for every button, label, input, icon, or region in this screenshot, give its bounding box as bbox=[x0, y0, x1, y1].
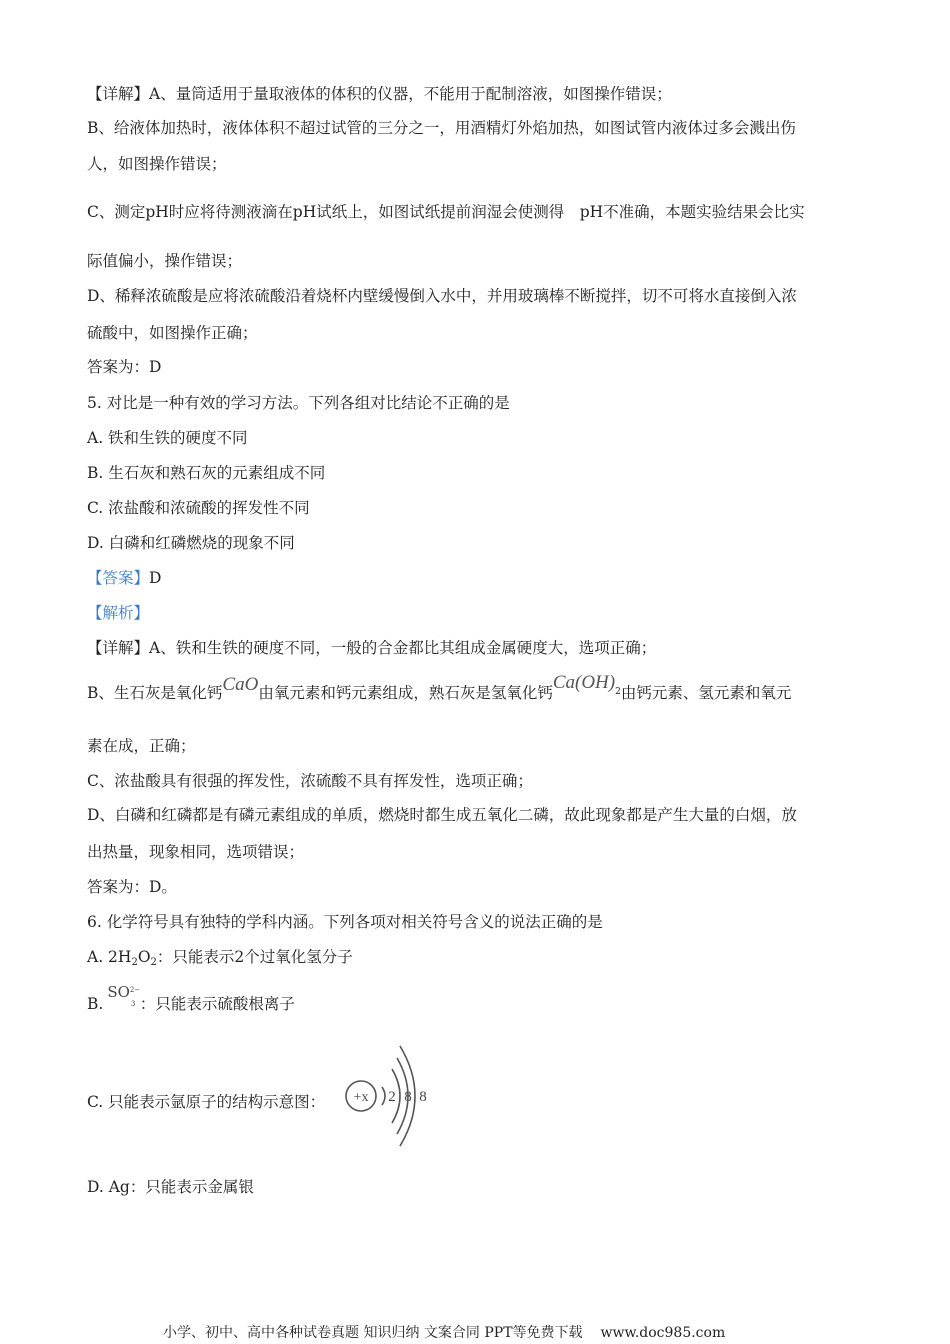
q5-option-a: A. 铁和生铁的硬度不同 bbox=[87, 429, 248, 447]
detail-line-2: B、给液体加热时，液体体积不超过试管的三分之一，用酒精灯外焰加热，如图试管内液体过多会溅出伤 bbox=[87, 119, 796, 137]
detail-tag: 【详解】 bbox=[87, 639, 150, 657]
formula-cao: CaO bbox=[222, 674, 259, 695]
answer-value: D bbox=[149, 569, 162, 587]
q5-option-b: B. 生石灰和熟石灰的元素组成不同 bbox=[87, 464, 326, 482]
formula-caoh2: Ca(OH) bbox=[552, 672, 616, 693]
shell-2-electrons: 8 bbox=[404, 1089, 412, 1105]
detail-line-7: 硫酸中，如图操作正确； bbox=[87, 324, 258, 342]
footer-text: 小学、初中、高中各种试卷真题 知识归纳 文案合同 PPT等免费下载 bbox=[163, 1325, 583, 1341]
detail-line-3: 人，如图操作错误； bbox=[87, 155, 227, 173]
q5-detail-b-cont: 素在成，正确； bbox=[87, 737, 196, 755]
detail-line-5: 际值偏小，操作错误； bbox=[87, 252, 243, 270]
q5-option-c: C. 浓盐酸和浓硫酸的挥发性不同 bbox=[87, 499, 310, 517]
q5-option-d: D. 白磷和红磷燃烧的现象不同 bbox=[87, 534, 295, 552]
nucleus-charge: +x bbox=[353, 1090, 369, 1105]
q5-detail-d-1: D、白磷和红磷都是有磷元素组成的单质，燃烧时都生成五氧化二磷，故此现象都是产生大量的白烟，放 bbox=[87, 806, 797, 824]
shell-3-electrons: 8 bbox=[419, 1089, 427, 1105]
q5-detail-d-2: 出热量，现象相同，选项错误； bbox=[87, 843, 305, 861]
q6-option-b: B.SO 2− 3 ：只能表示硫酸根离子 bbox=[87, 983, 295, 1013]
q6-option-d: D. Ag：只能表示金属银 bbox=[87, 1178, 254, 1196]
footer-link[interactable]: www.doc985.com bbox=[600, 1325, 726, 1341]
q5-analysis-tag: 【解析】 bbox=[87, 604, 150, 622]
sulfite-ion: SO 2− 3 bbox=[107, 983, 141, 1008]
q5-final-answer: 答案为：D。 bbox=[87, 878, 177, 896]
atom-structure-icon bbox=[340, 1040, 440, 1152]
argon-atom-diagram bbox=[340, 1040, 440, 1152]
shell-1-electrons: 2 bbox=[388, 1089, 396, 1105]
detail-line-6: D、稀释浓硫酸是应将浓硫酸沿着烧杯内壁缓慢倒入水中，并用玻璃棒不断搅拌，切不可将水直接倒入浓 bbox=[87, 287, 797, 305]
detail-line-4: C、测定pH时应将待测液滴在pH试纸上，如图试纸提前润湿会使测得 pH不准确，本题实验结果会比实 bbox=[87, 203, 805, 221]
q5-answer bbox=[87, 568, 161, 588]
q5-detail-b: B、生石灰是氧化钙CaO由氧元素和钙元素组成，熟石灰是氢氧化钙$Ca(OH)_2$由钙元素、氢元素和氧元 bbox=[87, 672, 792, 702]
q5-detail-a: 【详解】A、铁和生铁的硬度不同，一般的合金都比其组成金属硬度大，选项正确； bbox=[87, 639, 657, 657]
q6-option-c: C. 只能表示氩原子的结构示意图： bbox=[87, 1093, 326, 1111]
answer-line: 答案为：D bbox=[87, 358, 162, 376]
detail-line-1: 【详解】A、量筒适用于量取液体的体积的仪器，不能用于配制溶液，如图操作错误； bbox=[87, 85, 672, 103]
page-footer bbox=[163, 1322, 725, 1342]
detail-tag: 【详解】 bbox=[87, 85, 150, 103]
question-5-stem: 5. 对比是一种有效的学习方法。下列各组对比结论不正确的是 bbox=[87, 394, 510, 412]
question-6-stem: 6. 化学符号具有独特的学科内涵。下列各项对相关符号含义的说法正确的是 bbox=[87, 913, 603, 931]
q6-option-a: A. 2H2O2：只能表示2个过氧化氢分子 bbox=[87, 948, 353, 968]
answer-tag: 【答案】 bbox=[87, 569, 150, 587]
q5-detail-c: C、浓盐酸具有很强的挥发性，浓硫酸不具有挥发性，选项正确； bbox=[87, 772, 533, 790]
